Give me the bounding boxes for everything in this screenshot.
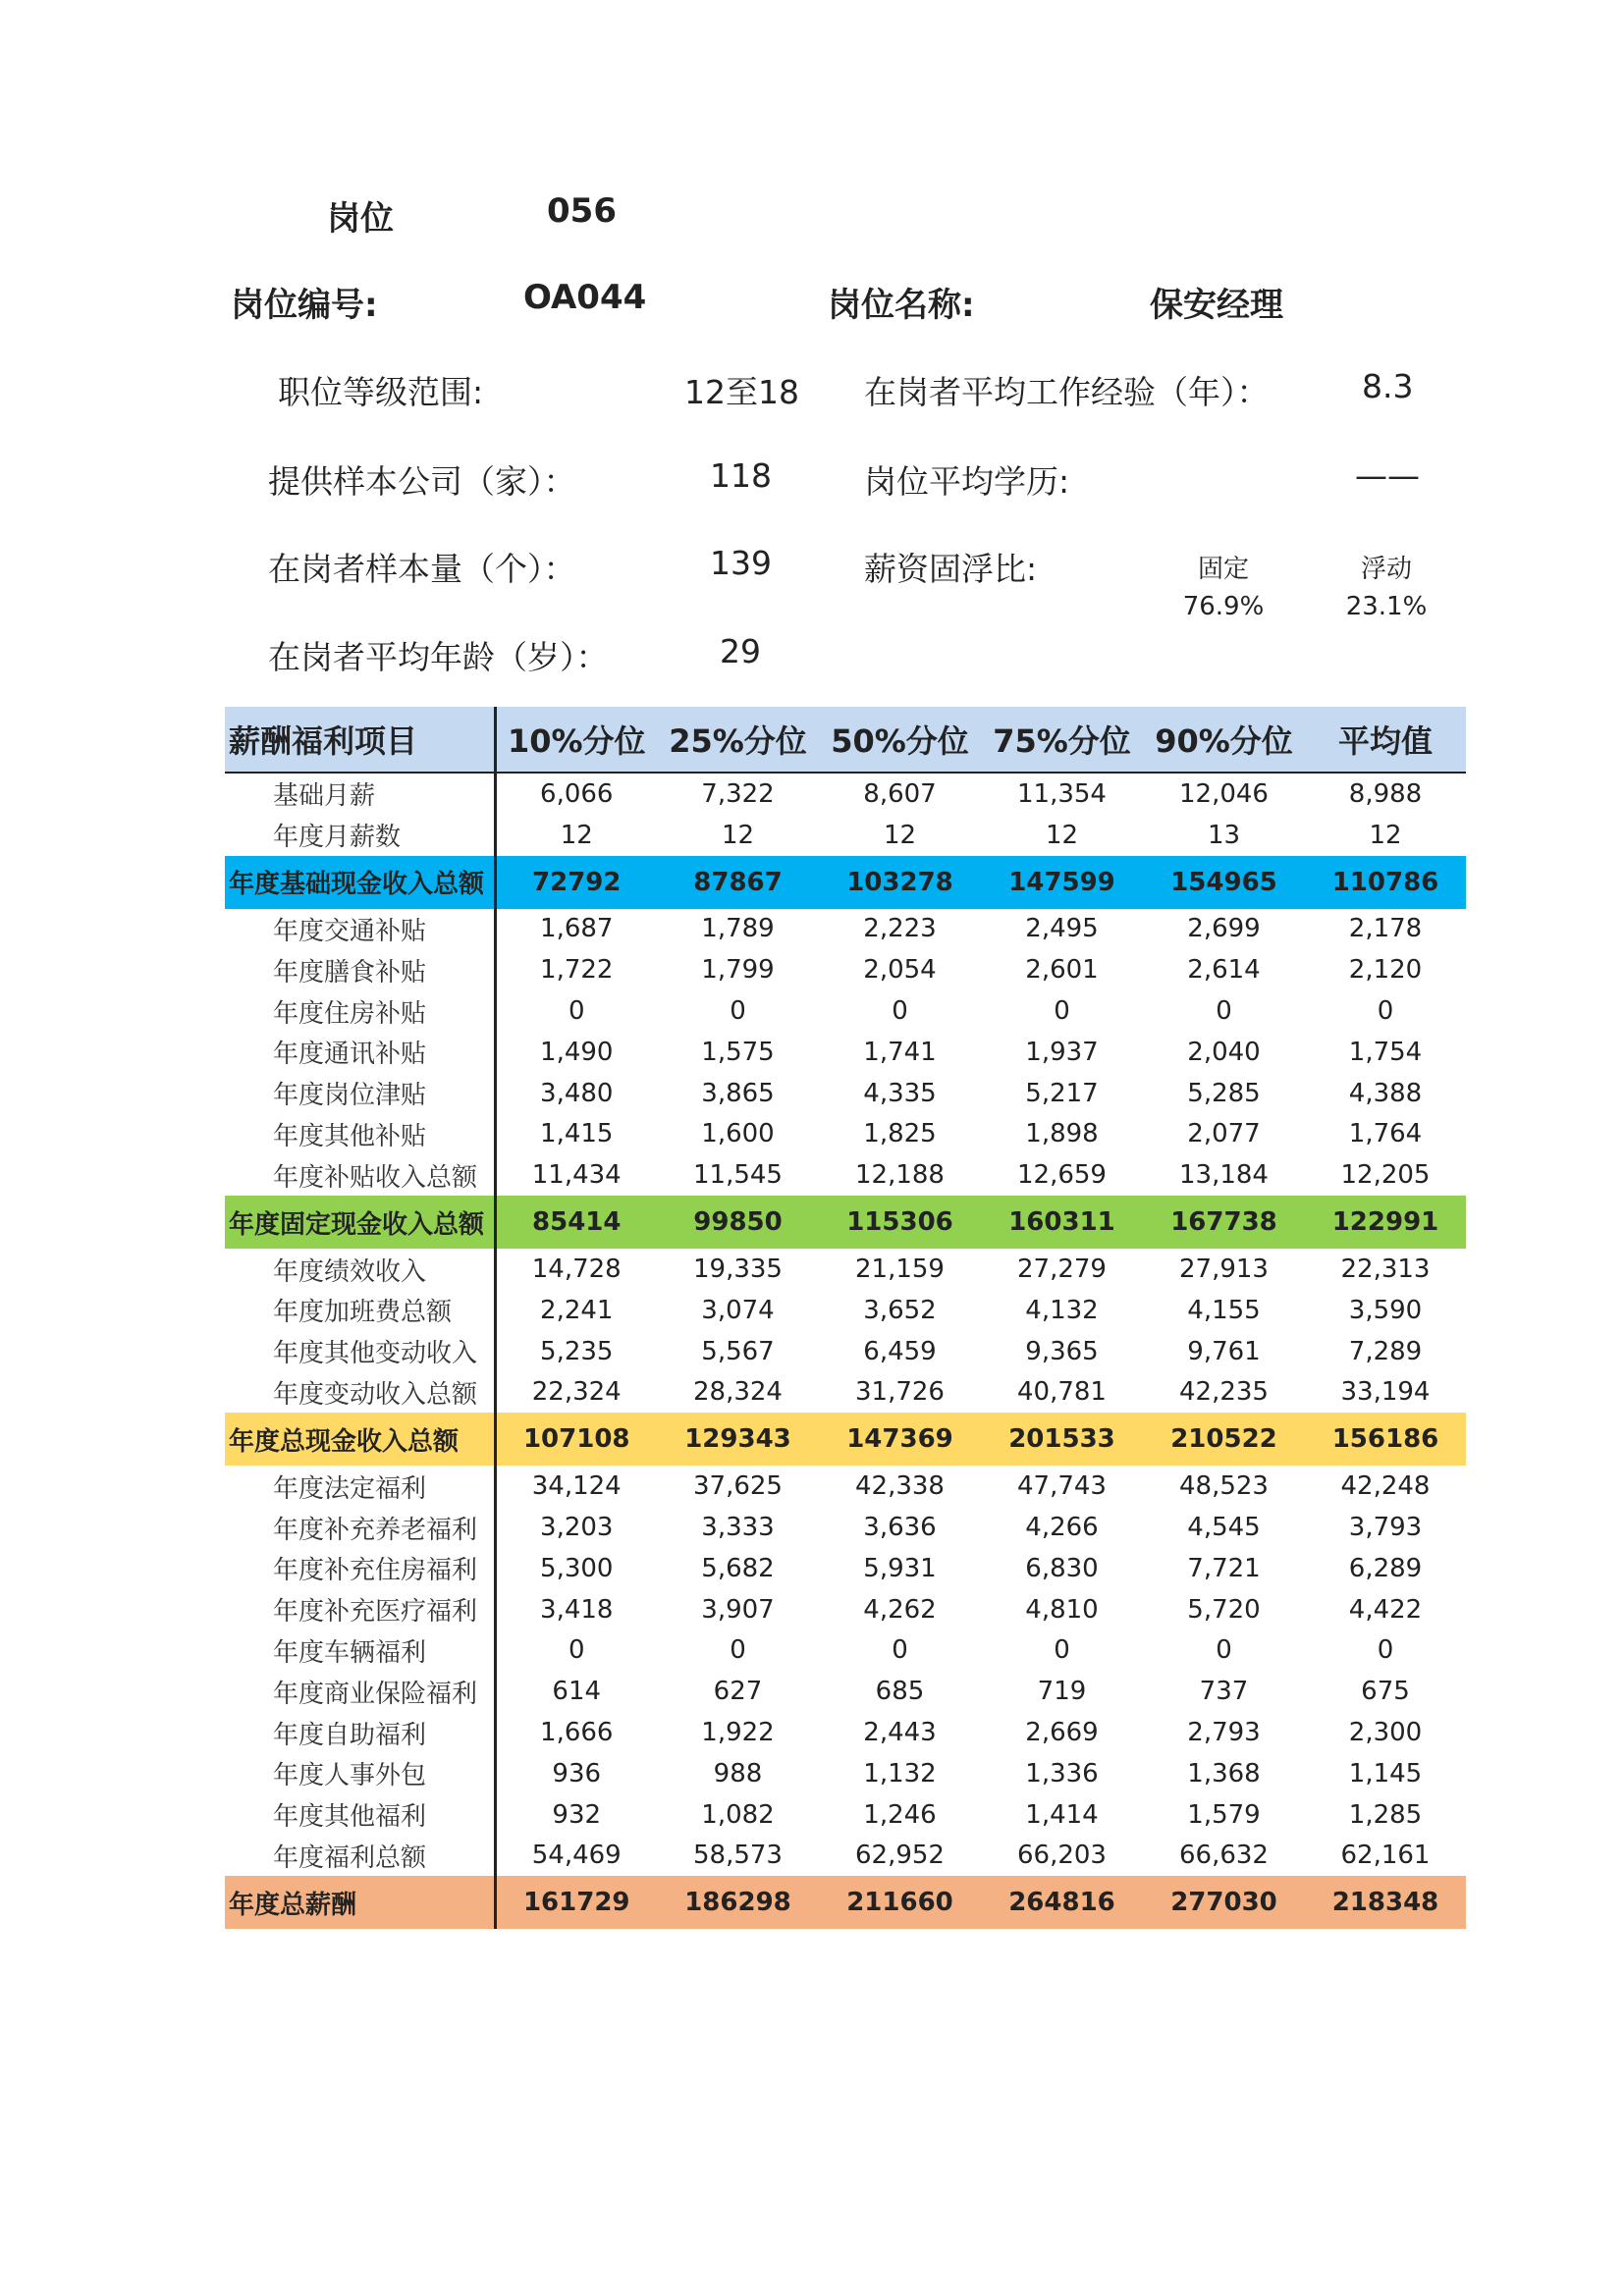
row-value: 2,793 — [1187, 1718, 1261, 1748]
row-label: 基础月薪 — [225, 773, 495, 815]
row-value: 6,066 — [540, 778, 614, 809]
row-value: 218348 — [1305, 1876, 1466, 1929]
row-value: 4,266 — [1025, 1513, 1099, 1543]
row-value: 6,830 — [1025, 1553, 1099, 1583]
post-name-value: 保安经理 — [1150, 286, 1283, 325]
table-total-row — [225, 1876, 1466, 1929]
row-value: 1,898 — [1025, 1119, 1099, 1149]
table-row — [225, 1372, 1466, 1414]
row-value: 122991 — [1305, 1196, 1466, 1249]
table-row — [225, 1154, 1466, 1196]
row-value: 66,203 — [1017, 1841, 1107, 1871]
row-value: 0 — [568, 996, 585, 1027]
row-value: 627 — [713, 1677, 763, 1707]
table-total-row — [225, 856, 1466, 909]
row-value: 936 — [552, 1758, 602, 1789]
row-label: 年度交通补贴 — [225, 909, 495, 950]
post-label: 岗位 — [327, 199, 394, 239]
row-value: 11,354 — [1017, 778, 1107, 809]
table-row — [225, 1630, 1466, 1672]
row-value: 3,636 — [863, 1513, 937, 1543]
row-value: 47,743 — [1017, 1471, 1107, 1502]
row-value: 3,865 — [701, 1078, 775, 1108]
row-value: 4,155 — [1187, 1295, 1261, 1325]
row-value: 1,825 — [863, 1119, 937, 1149]
row-value: 186298 — [657, 1876, 819, 1929]
row-value: 7,721 — [1187, 1553, 1261, 1583]
row-value: 210522 — [1143, 1413, 1305, 1466]
post-code-value: OA044 — [523, 278, 647, 317]
row-label: 年度月薪数 — [225, 815, 495, 856]
row-label: 年度岗位津贴 — [225, 1073, 495, 1114]
row-value: 2,178 — [1348, 914, 1423, 944]
row-value: 1,579 — [1187, 1799, 1261, 1830]
row-value: 988 — [713, 1758, 763, 1789]
row-value: 28,324 — [693, 1377, 783, 1408]
row-value: 54,469 — [531, 1841, 622, 1871]
row-value: 12 — [560, 820, 593, 850]
row-label: 年度其他变动收入 — [225, 1331, 495, 1372]
row-value: 6,289 — [1348, 1553, 1423, 1583]
table-body — [225, 773, 1466, 1929]
row-value: 99850 — [657, 1196, 819, 1249]
table-row — [225, 990, 1466, 1032]
row-value: 3,333 — [701, 1513, 775, 1543]
row-value: 12,046 — [1179, 778, 1269, 809]
row-value: 2,669 — [1025, 1718, 1099, 1748]
header-item-column: 薪酬福利项目 — [225, 707, 495, 773]
salary-table — [225, 707, 1466, 1929]
row-value: 42,338 — [855, 1471, 945, 1502]
row-value: 3,480 — [540, 1078, 614, 1108]
row-value: 154965 — [1143, 856, 1305, 909]
row-value: 12,205 — [1340, 1160, 1431, 1191]
table-row — [225, 1073, 1466, 1114]
sample-companies-value: 118 — [710, 456, 772, 495]
row-label: 年度车辆福利 — [225, 1630, 495, 1672]
table-row — [225, 1836, 1466, 1877]
row-value: 1,741 — [863, 1037, 937, 1067]
row-label: 年度总薪酬 — [225, 1876, 495, 1929]
row-value: 277030 — [1143, 1876, 1305, 1929]
fixed-value: 76.9% — [1182, 592, 1265, 621]
row-label: 年度基础现金收入总额 — [225, 856, 495, 909]
row-value: 7,289 — [1348, 1336, 1423, 1366]
table-row — [225, 1712, 1466, 1753]
row-value: 58,573 — [693, 1841, 783, 1871]
row-value: 5,931 — [863, 1553, 937, 1583]
row-value: 211660 — [819, 1876, 981, 1929]
row-label: 年度变动收入总额 — [225, 1372, 495, 1414]
row-value: 1,799 — [701, 955, 775, 986]
avg-experience-label: 在岗者平均工作经验（年）： — [864, 373, 1270, 411]
row-value: 2,077 — [1187, 1119, 1261, 1149]
row-value: 147369 — [819, 1413, 981, 1466]
row-label: 年度住房补贴 — [225, 990, 495, 1032]
row-value: 2,040 — [1187, 1037, 1261, 1067]
float-value: 23.1% — [1345, 592, 1428, 621]
row-value: 11,545 — [693, 1160, 783, 1191]
row-label: 年度法定福利 — [225, 1466, 495, 1507]
avg-age-value: 29 — [720, 632, 761, 670]
row-value: 129343 — [657, 1413, 819, 1466]
row-value: 2,223 — [863, 914, 937, 944]
row-value: 1,754 — [1348, 1037, 1423, 1067]
row-value: 62,161 — [1340, 1841, 1431, 1871]
row-label: 年度补充医疗福利 — [225, 1589, 495, 1630]
table-row — [225, 1331, 1466, 1372]
row-value: 2,601 — [1025, 955, 1099, 986]
row-value: 614 — [552, 1677, 602, 1707]
sample-size-label: 在岗者样本量（个）： — [268, 550, 576, 588]
grade-range-label: 职位等级范围: — [278, 373, 484, 411]
post-value: 056 — [547, 191, 617, 231]
row-value: 0 — [1054, 1635, 1070, 1666]
header-percentile-column: 50%分位 — [819, 707, 981, 773]
header-percentile-column: 75%分位 — [981, 707, 1143, 773]
row-label: 年度通讯补贴 — [225, 1032, 495, 1073]
row-value: 34,124 — [531, 1471, 622, 1502]
row-value: 0 — [730, 1635, 746, 1666]
row-value: 4,335 — [863, 1078, 937, 1108]
row-value: 12 — [1045, 820, 1079, 850]
table-row — [225, 1114, 1466, 1155]
row-value: 3,074 — [701, 1295, 775, 1325]
row-value: 31,726 — [855, 1377, 945, 1408]
row-value: 1,132 — [863, 1758, 937, 1789]
table-row — [225, 1794, 1466, 1836]
row-value: 0 — [730, 996, 746, 1027]
sample-companies-label: 提供样本公司（家）： — [268, 462, 576, 501]
row-label: 年度补充住房福利 — [225, 1548, 495, 1589]
row-label: 年度自助福利 — [225, 1712, 495, 1753]
row-label: 年度补充养老福利 — [225, 1507, 495, 1548]
avg-education-value: —— — [1355, 456, 1420, 495]
row-label: 年度其他福利 — [225, 1794, 495, 1836]
row-value: 1,575 — [701, 1037, 775, 1067]
row-value: 115306 — [819, 1196, 981, 1249]
table-row — [225, 1671, 1466, 1712]
row-value: 12,188 — [855, 1160, 945, 1191]
row-value: 72792 — [495, 856, 657, 909]
row-value: 9,761 — [1187, 1336, 1261, 1366]
row-value: 4,545 — [1187, 1513, 1261, 1543]
row-label: 年度商业保险福利 — [225, 1671, 495, 1712]
row-value: 8,988 — [1348, 778, 1423, 809]
row-value: 4,388 — [1348, 1078, 1423, 1108]
row-value: 4,422 — [1348, 1594, 1423, 1625]
row-value: 1,145 — [1348, 1758, 1423, 1789]
row-label: 年度固定现金收入总额 — [225, 1196, 495, 1249]
grade-range-value: 12至18 — [684, 373, 799, 411]
row-value: 932 — [552, 1799, 602, 1830]
row-value: 110786 — [1305, 856, 1466, 909]
table-row — [225, 1466, 1466, 1507]
table-total-row — [225, 1196, 1466, 1249]
row-value: 1,937 — [1025, 1037, 1099, 1067]
row-value: 33,194 — [1340, 1377, 1431, 1408]
table-row — [225, 1753, 1466, 1794]
row-value: 675 — [1361, 1677, 1410, 1707]
row-value: 2,054 — [863, 955, 937, 986]
row-value: 5,567 — [701, 1336, 775, 1366]
row-value: 5,300 — [540, 1553, 614, 1583]
row-value: 62,952 — [855, 1841, 945, 1871]
table-row — [225, 1548, 1466, 1589]
row-label: 年度绩效收入 — [225, 1249, 495, 1290]
row-value: 2,241 — [540, 1295, 614, 1325]
row-value: 2,614 — [1187, 955, 1261, 986]
row-value: 1,082 — [701, 1799, 775, 1830]
fixed-label: 固定 — [1197, 555, 1249, 584]
table-row — [225, 1249, 1466, 1290]
row-value: 4,810 — [1025, 1594, 1099, 1625]
row-value: 27,279 — [1017, 1255, 1107, 1285]
row-value: 27,913 — [1179, 1255, 1269, 1285]
row-value: 3,793 — [1348, 1513, 1423, 1543]
row-value: 1,687 — [540, 914, 614, 944]
row-value: 1,666 — [540, 1718, 614, 1748]
row-value: 685 — [875, 1677, 925, 1707]
row-value: 1,722 — [540, 955, 614, 986]
row-value: 42,235 — [1179, 1377, 1269, 1408]
row-value: 3,203 — [540, 1513, 614, 1543]
row-value: 14,728 — [531, 1255, 622, 1285]
row-value: 0 — [1377, 996, 1394, 1027]
row-label: 年度福利总额 — [225, 1836, 495, 1877]
table-row — [225, 909, 1466, 950]
row-value: 3,652 — [863, 1295, 937, 1325]
header-percentile-column: 平均值 — [1305, 707, 1466, 773]
row-value: 3,907 — [701, 1594, 775, 1625]
table-row — [225, 1589, 1466, 1630]
row-value: 48,523 — [1179, 1471, 1269, 1502]
row-value: 12,659 — [1017, 1160, 1107, 1191]
row-value: 161729 — [495, 1876, 657, 1929]
row-value: 5,285 — [1187, 1078, 1261, 1108]
row-value: 1,285 — [1348, 1799, 1423, 1830]
row-value: 8,607 — [863, 778, 937, 809]
table-row — [225, 1290, 1466, 1331]
table-header-row — [225, 707, 1466, 773]
row-value: 9,365 — [1025, 1336, 1099, 1366]
row-value: 2,120 — [1348, 955, 1423, 986]
row-value: 2,495 — [1025, 914, 1099, 944]
avg-education-label: 岗位平均学历: — [864, 462, 1070, 501]
row-value: 0 — [568, 1635, 585, 1666]
row-value: 11,434 — [531, 1160, 622, 1191]
header-percentile-column: 25%分位 — [657, 707, 819, 773]
pay-ratio-label: 薪资固浮比: — [864, 550, 1038, 588]
row-value: 22,313 — [1340, 1255, 1431, 1285]
row-value: 0 — [892, 996, 908, 1027]
sample-size-value: 139 — [710, 544, 772, 582]
post-code-label: 岗位编号: — [231, 286, 378, 325]
row-value: 5,682 — [701, 1553, 775, 1583]
row-value: 19,335 — [693, 1255, 783, 1285]
row-value: 3,418 — [540, 1594, 614, 1625]
row-value: 5,235 — [540, 1336, 614, 1366]
row-value: 0 — [1216, 1635, 1232, 1666]
row-value: 5,217 — [1025, 1078, 1099, 1108]
row-value: 107108 — [495, 1413, 657, 1466]
table-row — [225, 1032, 1466, 1073]
row-value: 3,590 — [1348, 1295, 1423, 1325]
row-value: 7,322 — [701, 778, 775, 809]
row-value: 201533 — [981, 1413, 1143, 1466]
row-label: 年度其他补贴 — [225, 1114, 495, 1155]
row-label: 年度人事外包 — [225, 1753, 495, 1794]
row-value: 1,414 — [1025, 1799, 1099, 1830]
row-value: 12 — [721, 820, 755, 850]
header-percentile-column: 10%分位 — [495, 707, 657, 773]
row-value: 0 — [1216, 996, 1232, 1027]
table-row — [225, 1507, 1466, 1548]
row-value: 264816 — [981, 1876, 1143, 1929]
row-value: 1,922 — [701, 1718, 775, 1748]
row-value: 0 — [1054, 996, 1070, 1027]
avg-age-label: 在岗者平均年龄（岁）： — [268, 638, 609, 676]
row-value: 87867 — [657, 856, 819, 909]
row-value: 6,459 — [863, 1336, 937, 1366]
row-value: 40,781 — [1017, 1377, 1107, 1408]
row-value: 147599 — [981, 856, 1143, 909]
row-value: 66,632 — [1179, 1841, 1269, 1871]
row-value: 4,262 — [863, 1594, 937, 1625]
header-percentile-column: 90%分位 — [1143, 707, 1305, 773]
row-value: 1,764 — [1348, 1119, 1423, 1149]
row-value: 1,490 — [540, 1037, 614, 1067]
row-value: 2,699 — [1187, 914, 1261, 944]
row-value: 719 — [1037, 1677, 1087, 1707]
row-value: 85414 — [495, 1196, 657, 1249]
table-row — [225, 815, 1466, 856]
row-value: 737 — [1199, 1677, 1249, 1707]
row-value: 1,600 — [701, 1119, 775, 1149]
row-value: 5,720 — [1187, 1594, 1261, 1625]
row-value: 4,132 — [1025, 1295, 1099, 1325]
row-value: 37,625 — [693, 1471, 783, 1502]
row-label: 年度加班费总额 — [225, 1290, 495, 1331]
row-value: 12 — [1369, 820, 1402, 850]
row-label: 年度补贴收入总额 — [225, 1154, 495, 1196]
row-value: 0 — [1377, 1635, 1394, 1666]
row-value: 2,443 — [863, 1718, 937, 1748]
row-value: 103278 — [819, 856, 981, 909]
row-value: 1,368 — [1187, 1758, 1261, 1789]
post-name-label: 岗位名称: — [828, 286, 975, 325]
float-label: 浮动 — [1360, 555, 1412, 584]
table-row — [225, 773, 1466, 815]
row-value: 1,246 — [863, 1799, 937, 1830]
row-value: 12 — [883, 820, 917, 850]
row-value: 156186 — [1305, 1413, 1466, 1466]
row-value: 2,300 — [1348, 1718, 1423, 1748]
row-value: 1,789 — [701, 914, 775, 944]
row-value: 160311 — [981, 1196, 1143, 1249]
row-value: 42,248 — [1340, 1471, 1431, 1502]
avg-experience-value: 8.3 — [1362, 367, 1414, 405]
row-value: 13,184 — [1179, 1160, 1269, 1191]
row-value: 1,415 — [540, 1119, 614, 1149]
row-value: 1,336 — [1025, 1758, 1099, 1789]
row-value: 167738 — [1143, 1196, 1305, 1249]
table-total-row — [225, 1413, 1466, 1466]
row-value: 13 — [1207, 820, 1241, 850]
row-value: 22,324 — [531, 1377, 622, 1408]
row-label: 年度膳食补贴 — [225, 949, 495, 990]
row-value: 0 — [892, 1635, 908, 1666]
row-label: 年度总现金收入总额 — [225, 1413, 495, 1466]
table-row — [225, 949, 1466, 990]
row-value: 21,159 — [855, 1255, 945, 1285]
